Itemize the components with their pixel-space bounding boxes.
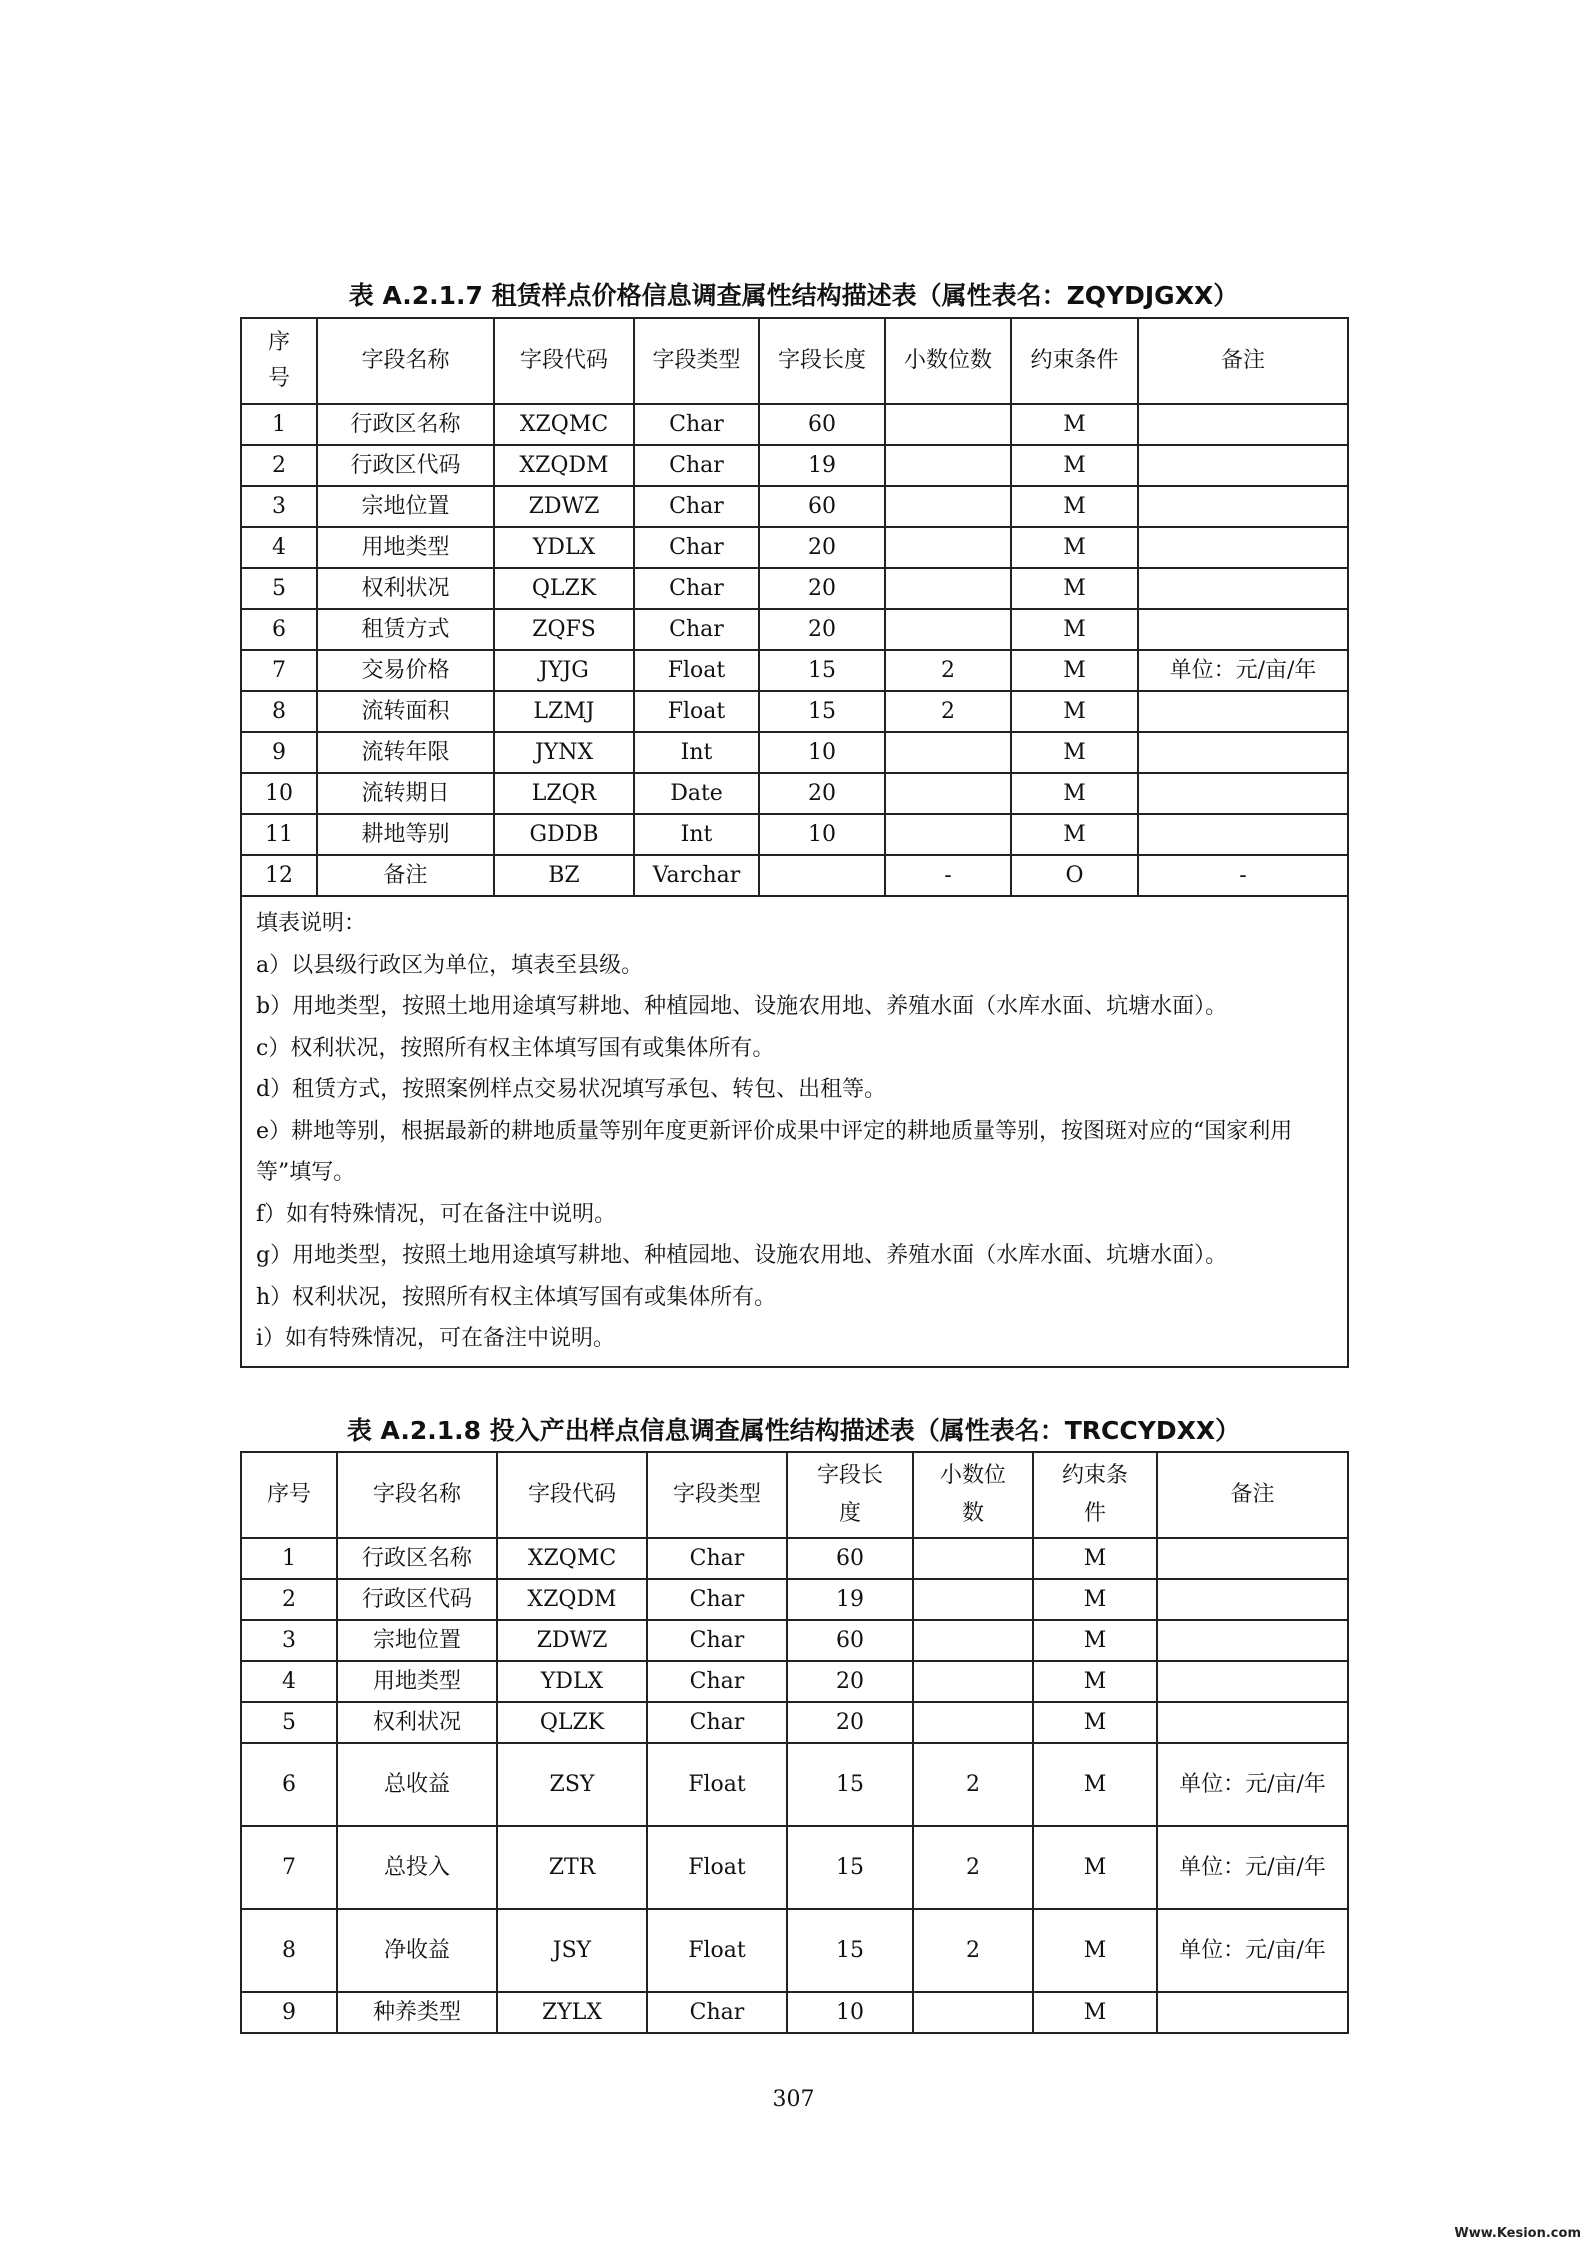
table-cell: 10 [759, 814, 885, 855]
table-cell: 宗地位置 [337, 1620, 497, 1661]
table-cell [885, 814, 1011, 855]
table-cell: Float [647, 1826, 787, 1909]
table-cell: 净收益 [337, 1909, 497, 1992]
table-row [241, 404, 1348, 445]
note-item: f）如有特殊情况，可在备注中说明。 [256, 1201, 617, 1227]
table-cell [759, 855, 885, 896]
table-cell: JYJG [494, 650, 634, 691]
table-cell [1138, 404, 1348, 445]
table-cell: 60 [759, 486, 885, 527]
table1-caption: 表 A.2.1.7 租赁样点价格信息调查属性结构描述表（属性表名：ZQYDJGXX） [348, 281, 1239, 310]
table-row [241, 691, 1348, 732]
table-cell: 耕地等别 [317, 814, 494, 855]
table-cell: 4 [241, 1661, 337, 1702]
table-row [241, 1661, 1348, 1702]
table-cell: 行政区名称 [337, 1538, 497, 1579]
table-cell [1138, 773, 1348, 814]
table1-header-row [241, 318, 1348, 404]
table2-header-cell: 字段长度 [787, 1452, 913, 1538]
table-cell: 4 [241, 527, 317, 568]
table-cell [1157, 1620, 1348, 1661]
table-cell: 宗地位置 [317, 486, 494, 527]
table-cell: 20 [787, 1661, 913, 1702]
table-cell [913, 1620, 1033, 1661]
table-cell [1157, 1992, 1348, 2033]
table-cell [913, 1992, 1033, 2033]
table-cell [1138, 691, 1348, 732]
table1-header-cell: 约束条件 [1011, 318, 1138, 404]
table-cell: JYNX [494, 732, 634, 773]
table-cell: Char [647, 1992, 787, 2033]
table-row [241, 1826, 1348, 1909]
table-cell: Float [634, 650, 759, 691]
table2-body [241, 1452, 1348, 2033]
table1-header-cell: 字段名称 [317, 318, 494, 404]
note-item: b）用地类型，按照土地用途填写耕地、种植园地、设施农用地、养殖水面（水库水面、坑塘水面）。 [256, 994, 1228, 1019]
table-cell: M [1011, 814, 1138, 855]
table-cell [1138, 445, 1348, 486]
table-cell: 19 [759, 445, 885, 486]
table1-header-cell: 备注 [1138, 318, 1348, 404]
table-cell: O [1011, 855, 1138, 896]
table-cell: Char [647, 1620, 787, 1661]
table-cell [885, 445, 1011, 486]
table-cell: M [1033, 1702, 1157, 1743]
table-cell [1138, 732, 1348, 773]
table-cell: Varchar [634, 855, 759, 896]
table-cell: 7 [241, 650, 317, 691]
table-row [241, 1992, 1348, 2033]
table-cell: 20 [759, 609, 885, 650]
table-cell: 单位：元/亩/年 [1138, 650, 1348, 691]
table-cell: 2 [885, 691, 1011, 732]
table2-header-cell: 小数位数 [913, 1452, 1033, 1538]
table1 [240, 317, 1349, 1368]
table-cell [1138, 527, 1348, 568]
table2-header-cell: 字段类型 [647, 1452, 787, 1538]
table-cell: XZQMC [497, 1538, 647, 1579]
table-cell: 15 [787, 1743, 913, 1826]
table-row [241, 855, 1348, 896]
table-cell: M [1011, 609, 1138, 650]
table-cell [885, 568, 1011, 609]
table-cell: 6 [241, 1743, 337, 1826]
table-row [241, 445, 1348, 486]
table2-header-row [241, 1452, 1348, 1538]
table-cell: 单位：元/亩/年 [1157, 1826, 1348, 1909]
table-row [241, 1702, 1348, 1743]
table-cell: 流转面积 [317, 691, 494, 732]
table-cell: Char [634, 445, 759, 486]
table-cell: 交易价格 [317, 650, 494, 691]
table-cell: M [1033, 1620, 1157, 1661]
table-cell: Char [634, 404, 759, 445]
table2-header-cell: 约束条件 [1033, 1452, 1157, 1538]
table2-caption: 表 A.2.1.8 投入产出样点信息调查属性结构描述表（属性表名：TRCCYDXX） [346, 1416, 1241, 1445]
table-cell: Char [634, 609, 759, 650]
table-row [241, 814, 1348, 855]
fill-instructions [241, 896, 1348, 1367]
table-cell: M [1011, 486, 1138, 527]
table-cell [885, 486, 1011, 527]
table-cell: 单位：元/亩/年 [1157, 1909, 1348, 1992]
table1-header-cell: 序号 [241, 318, 317, 404]
table-row [241, 1538, 1348, 1579]
table-cell [1157, 1579, 1348, 1620]
table2-header-cell: 字段代码 [497, 1452, 647, 1538]
table-cell: Char [647, 1702, 787, 1743]
table-cell: 20 [759, 773, 885, 814]
table-cell [1138, 609, 1348, 650]
table-cell: 种养类型 [337, 1992, 497, 2033]
table-row [241, 650, 1348, 691]
table-cell: Char [647, 1579, 787, 1620]
table-cell: 10 [787, 1992, 913, 2033]
table-cell: 总投入 [337, 1826, 497, 1909]
table-cell: 权利状况 [337, 1702, 497, 1743]
table-cell [1138, 568, 1348, 609]
table-cell: 8 [241, 1909, 337, 1992]
table-cell: 15 [759, 650, 885, 691]
table-cell: - [1138, 855, 1348, 896]
table-cell [1138, 814, 1348, 855]
table2-header-cell: 字段名称 [337, 1452, 497, 1538]
table-cell: 5 [241, 568, 317, 609]
table-cell: 60 [787, 1620, 913, 1661]
table-cell: 20 [759, 527, 885, 568]
table1-header-cell: 小数位数 [885, 318, 1011, 404]
table-cell: 2 [913, 1826, 1033, 1909]
table-cell: ZSY [497, 1743, 647, 1826]
table-cell: Int [634, 732, 759, 773]
table1-header-cell: 字段代码 [494, 318, 634, 404]
table-cell: 60 [787, 1538, 913, 1579]
table-cell: ZDWZ [497, 1620, 647, 1661]
table-cell: M [1033, 1661, 1157, 1702]
table-cell: M [1011, 527, 1138, 568]
table-cell: 15 [759, 691, 885, 732]
table-cell: YDLX [494, 527, 634, 568]
table-cell [1157, 1538, 1348, 1579]
table-cell: ZDWZ [494, 486, 634, 527]
table-row [241, 609, 1348, 650]
table-cell: 租赁方式 [317, 609, 494, 650]
table-cell: 权利状况 [317, 568, 494, 609]
table1-header-cell: 字段长度 [759, 318, 885, 404]
table-cell: 15 [787, 1826, 913, 1909]
table-cell: 2 [241, 1579, 337, 1620]
table-cell: 2 [913, 1743, 1033, 1826]
note-item: c）权利状况，按照所有权主体填写国有或集体所有。 [256, 1035, 775, 1061]
table-cell: XZQMC [494, 404, 634, 445]
table-cell [913, 1538, 1033, 1579]
note-item: d）租赁方式，按照案例样点交易状况填写承包、转包、出租等。 [256, 1077, 887, 1102]
table-cell: M [1033, 1992, 1157, 2033]
table-cell: 5 [241, 1702, 337, 1743]
table-cell [885, 773, 1011, 814]
table-cell: 8 [241, 691, 317, 732]
table-cell: XZQDM [494, 445, 634, 486]
note-item: i）如有特殊情况，可在备注中说明。 [256, 1326, 616, 1351]
watermark: Www.Kesion.com [1454, 2226, 1581, 2241]
table-cell: Date [634, 773, 759, 814]
table-cell: M [1033, 1579, 1157, 1620]
table-cell: JSY [497, 1909, 647, 1992]
table-row [241, 1909, 1348, 1992]
table-cell: 2 [241, 445, 317, 486]
table-row [241, 486, 1348, 527]
table-cell: M [1011, 568, 1138, 609]
table-cell: 20 [787, 1702, 913, 1743]
table-row [241, 527, 1348, 568]
table-cell: ZTR [497, 1826, 647, 1909]
table-cell: M [1011, 732, 1138, 773]
table-cell: 15 [787, 1909, 913, 1992]
table-cell: M [1011, 445, 1138, 486]
table-cell: M [1033, 1909, 1157, 1992]
table1-notes-row [241, 896, 1348, 1367]
table-cell [1157, 1702, 1348, 1743]
table-cell [913, 1579, 1033, 1620]
table-cell: 用地类型 [317, 527, 494, 568]
table-cell: M [1011, 650, 1138, 691]
table-cell: 11 [241, 814, 317, 855]
table-cell: LZMJ [494, 691, 634, 732]
table-cell: 单位：元/亩/年 [1157, 1743, 1348, 1826]
table-cell: 60 [759, 404, 885, 445]
table-cell: LZQR [494, 773, 634, 814]
table-cell: 3 [241, 486, 317, 527]
table2-header-cell: 备注 [1157, 1452, 1348, 1538]
table-cell: M [1033, 1743, 1157, 1826]
table-cell: 10 [241, 773, 317, 814]
table-cell [885, 732, 1011, 773]
table-cell: M [1011, 404, 1138, 445]
table-cell: 9 [241, 732, 317, 773]
table-row [241, 732, 1348, 773]
table-cell: 行政区代码 [337, 1579, 497, 1620]
table-cell [1157, 1661, 1348, 1702]
table-cell: BZ [494, 855, 634, 896]
table-cell [885, 527, 1011, 568]
notes-title: 填表说明： [256, 911, 367, 936]
table-cell: Char [647, 1661, 787, 1702]
table-cell: GDDB [494, 814, 634, 855]
table-cell: Char [634, 486, 759, 527]
table-cell: Float [647, 1909, 787, 1992]
table-cell: ZQFS [494, 609, 634, 650]
table1-header-cell: 字段类型 [634, 318, 759, 404]
table-cell: 7 [241, 1826, 337, 1909]
page-number: 307 [772, 2087, 815, 2112]
table-cell: 3 [241, 1620, 337, 1661]
table-cell: 19 [787, 1579, 913, 1620]
table-cell: XZQDM [497, 1579, 647, 1620]
table-cell: 20 [759, 568, 885, 609]
table-cell: YDLX [497, 1661, 647, 1702]
table-cell: 备注 [317, 855, 494, 896]
table-cell: - [885, 855, 1011, 896]
table-cell: Char [634, 527, 759, 568]
table-row [241, 1743, 1348, 1826]
table-cell [913, 1661, 1033, 1702]
table-cell: Int [634, 814, 759, 855]
table-cell [1138, 486, 1348, 527]
table-cell: 行政区名称 [317, 404, 494, 445]
table-cell: 流转期日 [317, 773, 494, 814]
table-cell: Float [647, 1743, 787, 1826]
table-cell: QLZK [497, 1702, 647, 1743]
table-cell: Float [634, 691, 759, 732]
table-cell: Char [647, 1538, 787, 1579]
table-cell: 1 [241, 1538, 337, 1579]
table-cell: 2 [885, 650, 1011, 691]
table-cell: 流转年限 [317, 732, 494, 773]
table1-body [241, 318, 1348, 1367]
table-cell: 9 [241, 1992, 337, 2033]
table-cell: ZYLX [497, 1992, 647, 2033]
table-cell: QLZK [494, 568, 634, 609]
table-cell [885, 609, 1011, 650]
table-row [241, 773, 1348, 814]
table-cell: M [1033, 1826, 1157, 1909]
table-row [241, 1579, 1348, 1620]
table-cell: 行政区代码 [317, 445, 494, 486]
table-cell: 2 [913, 1909, 1033, 1992]
table-cell: M [1011, 691, 1138, 732]
table-cell: 用地类型 [337, 1661, 497, 1702]
table-row [241, 1620, 1348, 1661]
note-item: e）耕地等别，根据最新的耕地质量等别年度更新评价成果中评定的耕地质量等别，按图斑对应的“国家利用等”填写。 [256, 1118, 1293, 1185]
table-cell: 12 [241, 855, 317, 896]
table-cell: 6 [241, 609, 317, 650]
table-cell: M [1033, 1538, 1157, 1579]
note-item: a）以县级行政区为单位，填表至县级。 [256, 952, 644, 978]
table-cell [913, 1702, 1033, 1743]
table-cell: M [1011, 773, 1138, 814]
table-cell: 1 [241, 404, 317, 445]
table-row [241, 568, 1348, 609]
note-item: h）权利状况，按照所有权主体填写国有或集体所有。 [256, 1284, 777, 1310]
table2 [240, 1451, 1349, 2034]
table-cell: Char [634, 568, 759, 609]
note-item: g）用地类型，按照土地用途填写耕地、种植园地、设施农用地、养殖水面（水库水面、坑塘水面）。 [256, 1243, 1228, 1268]
table2-header-cell: 序号 [241, 1452, 337, 1538]
table-cell: 总收益 [337, 1743, 497, 1826]
table-cell: 10 [759, 732, 885, 773]
table-cell [885, 404, 1011, 445]
